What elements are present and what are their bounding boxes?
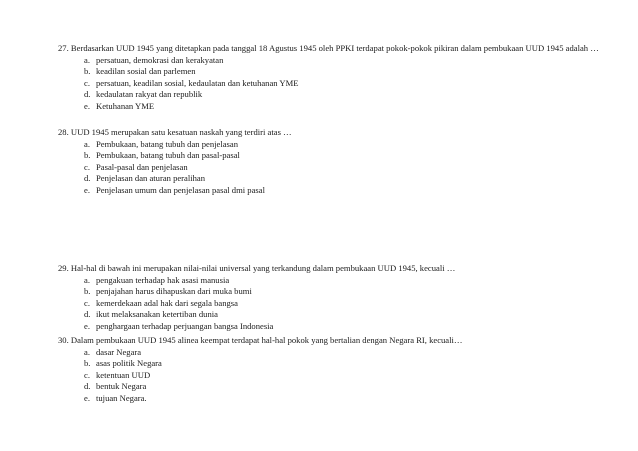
option-letter: b. — [84, 286, 91, 296]
question-number: 30. — [58, 335, 69, 345]
option-text: persatuan, keadilan sosial, kedaulatan dan ketuhanan YME — [96, 77, 299, 88]
option-b — [58, 286, 618, 298]
option-letter: b. — [84, 66, 91, 76]
question-text — [58, 263, 618, 275]
option-text: tujuan Negara. — [96, 392, 147, 403]
option-a — [58, 139, 618, 151]
question-text — [58, 43, 618, 55]
option-text: Pembukaan, batang tubuh dan penjelasan — [96, 138, 238, 149]
question-27 — [58, 43, 618, 112]
option-letter: c. — [84, 161, 90, 172]
option-a — [58, 55, 618, 67]
option-text: penjajahan harus dihapuskan dari muka bumi — [96, 286, 252, 296]
option-text: Ketuhanan YME — [96, 100, 155, 111]
option-text: ketentuan UUD — [96, 369, 151, 380]
option-c — [58, 78, 618, 90]
question-number: 28. — [58, 127, 69, 137]
option-text: Pasal-pasal dan penjelasan — [96, 161, 188, 172]
option-d — [58, 89, 618, 101]
option-letter: a. — [84, 138, 90, 149]
option-e — [58, 393, 618, 405]
option-text: bentuk Negara — [96, 381, 147, 391]
question-text — [58, 127, 618, 139]
option-letter: e. — [84, 392, 90, 403]
question-28 — [58, 127, 618, 196]
option-d — [58, 173, 618, 185]
option-b — [58, 66, 618, 78]
option-b — [58, 150, 618, 162]
option-letter: c. — [84, 369, 90, 380]
option-text: keadilan sosial dan parlemen — [96, 66, 196, 76]
option-c — [58, 370, 618, 382]
option-letter: a. — [84, 274, 90, 285]
option-list — [58, 275, 618, 333]
option-letter: c. — [84, 297, 90, 308]
option-text: kedaulatan rakyat dan republik — [96, 89, 203, 99]
option-letter: d. — [84, 309, 91, 319]
question-29 — [58, 263, 618, 332]
option-text: kemerdekaan adal hak dari segala bangsa — [96, 297, 238, 308]
option-text: pengakuan terhadap hak asasi manusia — [96, 274, 230, 285]
option-list — [58, 139, 618, 197]
option-list — [58, 55, 618, 113]
question-body: UUD 1945 merupakan satu kesatuan naskah yang terdiri atas … — [70, 127, 292, 137]
question-number: 27. — [58, 43, 69, 53]
option-letter: a. — [84, 54, 90, 65]
question-body: Dalam pembukaan UUD 1945 alinea keempat terdapat hal-hal pokok yang bertalian dengan Negara RI, kecuali… — [70, 335, 463, 345]
option-text: Penjelasan dan aturan peralihan — [96, 173, 206, 183]
option-letter: d. — [84, 381, 91, 391]
option-text: ikut melaksanakan ketertiban dunia — [96, 309, 218, 319]
option-list — [58, 347, 618, 405]
option-e — [58, 101, 618, 113]
option-letter: b. — [84, 150, 91, 160]
option-letter: b. — [84, 358, 91, 368]
option-text: penghargaan terhadap perjuangan bangsa Indonesia — [96, 320, 274, 331]
question-number: 29. — [58, 263, 69, 273]
option-c — [58, 298, 618, 310]
option-letter: e. — [84, 320, 90, 331]
option-letter: d. — [84, 89, 91, 99]
option-d — [58, 309, 618, 321]
question-body: Hal-hal di bawah ini merupakan nilai-nilai universal yang terkandung dalam pembukaan UUD 1945, kecuali … — [70, 263, 456, 273]
option-a — [58, 275, 618, 287]
question-text — [58, 335, 618, 347]
option-text: asas politik Negara — [96, 358, 162, 368]
option-text: dasar Negara — [96, 346, 142, 357]
option-text: Penjelasan umum dan penjelasan pasal dmi pasal — [96, 184, 265, 195]
option-letter: c. — [84, 77, 90, 88]
option-letter: d. — [84, 173, 91, 183]
option-a — [58, 347, 618, 359]
question-30 — [58, 335, 618, 404]
question-body: Berdasarkan UUD 1945 yang ditetapkan pada tanggal 18 Agustus 1945 oleh PPKI terdapat pokok-pokok pikiran dalam pembukaan UUD 1945 adalah … — [70, 43, 599, 53]
option-e — [58, 321, 618, 333]
option-text: persatuan, demokrasi dan kerakyatan — [96, 54, 224, 65]
option-letter: e. — [84, 184, 90, 195]
option-letter: e. — [84, 100, 90, 111]
option-c — [58, 162, 618, 174]
option-letter: a. — [84, 346, 90, 357]
option-e — [58, 185, 618, 197]
option-b — [58, 358, 618, 370]
option-text: Pembukaan, batang tubuh dan pasal-pasal — [96, 150, 240, 160]
option-d — [58, 381, 618, 393]
